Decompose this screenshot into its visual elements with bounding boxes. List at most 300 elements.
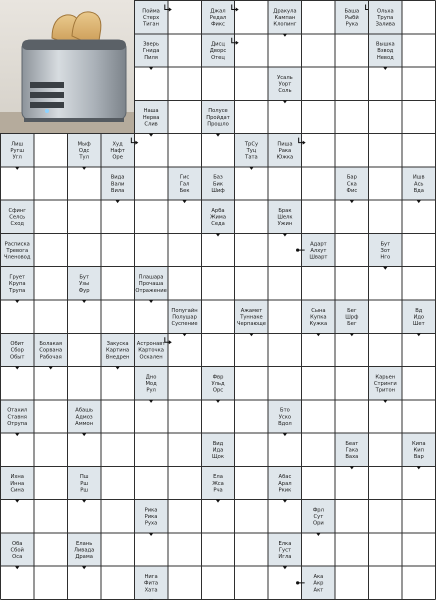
- answer-cell[interactable]: [101, 367, 134, 400]
- clue-text: Вдол: [278, 420, 292, 427]
- clue-text: Отрупа: [7, 420, 28, 427]
- answer-cell[interactable]: [402, 67, 435, 100]
- clue-cell: [134, 566, 167, 600]
- answer-cell[interactable]: [235, 466, 268, 499]
- clue-text: Обит: [10, 341, 25, 348]
- clue-text: Гал: [179, 181, 190, 188]
- answer-cell[interactable]: [235, 367, 268, 400]
- clue-cell: [1, 134, 34, 170]
- clue-text: Уско: [278, 414, 292, 421]
- answer-cell[interactable]: [67, 300, 100, 333]
- clue-text: Астронавт: [136, 341, 166, 348]
- clue-text: Ужин: [277, 221, 293, 228]
- answer-cell[interactable]: [101, 533, 134, 566]
- clue-text: Отахил: [7, 407, 28, 414]
- clue-text: Акт: [313, 587, 324, 594]
- answer-cell[interactable]: [402, 533, 435, 566]
- answer-cell[interactable]: [302, 533, 335, 566]
- answer-cell[interactable]: [302, 400, 335, 433]
- answer-cell[interactable]: [67, 167, 100, 200]
- clue-text: Стерх: [142, 14, 160, 21]
- answer-cell[interactable]: [235, 533, 268, 566]
- clue-text: Рика: [144, 507, 158, 514]
- answer-cell[interactable]: [268, 100, 301, 133]
- clue-cell: [134, 333, 171, 366]
- answer-cell[interactable]: [34, 134, 67, 167]
- answer-cell[interactable]: [369, 566, 402, 599]
- clue-cell: [296, 233, 335, 266]
- answer-cell[interactable]: [101, 500, 134, 533]
- answer-cell[interactable]: [369, 466, 402, 499]
- answer-cell[interactable]: [335, 200, 368, 233]
- answer-cell[interactable]: [302, 267, 335, 300]
- clue-text: Дисц: [211, 41, 225, 48]
- clue-text: Ори: [313, 520, 324, 527]
- clue-text: Ольха: [376, 8, 394, 15]
- clue-text: Вида: [110, 174, 125, 181]
- clue-text: Дракула: [273, 8, 297, 15]
- clue-text: Руха: [144, 520, 158, 527]
- answer-cell[interactable]: [134, 300, 167, 333]
- clue-text: Сут: [313, 514, 324, 521]
- answer-cell[interactable]: [1, 367, 34, 400]
- clue-text: Сбор: [10, 347, 24, 354]
- clue-text: Вид: [212, 440, 224, 447]
- clue-cell: [67, 267, 100, 303]
- answer-cell[interactable]: [34, 300, 67, 333]
- clue-text: Ела: [213, 474, 223, 481]
- clue-text: Пройдат: [206, 114, 230, 121]
- answer-cell[interactable]: [335, 367, 368, 400]
- answer-cell[interactable]: [235, 233, 268, 266]
- answer-cell[interactable]: [335, 233, 368, 266]
- clue-text: Бто: [280, 407, 290, 414]
- answer-cell[interactable]: [1, 167, 34, 200]
- answer-cell[interactable]: [402, 100, 435, 133]
- answer-cell[interactable]: [302, 433, 335, 466]
- answer-cell[interactable]: [67, 233, 100, 266]
- answer-cell[interactable]: [235, 1, 268, 34]
- answer-cell[interactable]: [134, 466, 167, 499]
- clue-cell: [1, 400, 34, 436]
- answer-cell[interactable]: [302, 466, 335, 499]
- clue-text: Рул: [146, 387, 156, 394]
- answer-cell[interactable]: [101, 566, 134, 599]
- answer-cell[interactable]: [168, 500, 201, 533]
- clue-text: Алхут: [310, 247, 327, 254]
- answer-cell[interactable]: [369, 400, 402, 433]
- clue-text: Ркик: [278, 487, 292, 494]
- clue-text: Абас: [278, 474, 292, 481]
- answer-cell[interactable]: [302, 1, 335, 34]
- clue-text: Плашара: [138, 274, 164, 281]
- clue-text: Акр: [313, 580, 324, 587]
- clue-text: Сорвана: [39, 347, 63, 354]
- answer-cell[interactable]: [369, 134, 402, 167]
- answer-cell[interactable]: [402, 367, 435, 400]
- answer-cell[interactable]: [302, 200, 335, 233]
- answer-cell[interactable]: [335, 400, 368, 433]
- clue-text: Одс: [78, 148, 90, 155]
- clue-text: Туннаке: [240, 314, 263, 321]
- answer-cell[interactable]: [67, 433, 100, 466]
- answer-cell[interactable]: [235, 100, 268, 133]
- answer-cell[interactable]: [34, 566, 67, 599]
- clue-cell: [1, 233, 34, 269]
- clue-text: Тул: [79, 154, 89, 161]
- answer-cell[interactable]: [402, 34, 435, 67]
- answer-cell[interactable]: [335, 333, 368, 366]
- clue-text: Арал: [278, 480, 292, 487]
- clue-text: Вар: [413, 454, 424, 461]
- answer-cell[interactable]: [268, 300, 301, 333]
- clue-text: Баз: [213, 174, 223, 181]
- clue-text: Закуска: [106, 341, 129, 348]
- clue-text: Бик: [212, 181, 224, 188]
- answer-cell[interactable]: [302, 134, 335, 167]
- clue-cell: [67, 400, 100, 436]
- clue-text: Ставня: [7, 414, 27, 421]
- answer-cell[interactable]: [101, 466, 134, 499]
- answer-cell[interactable]: [302, 34, 335, 67]
- clue-text: Хата: [144, 587, 158, 594]
- clue-text: Орс: [212, 387, 224, 394]
- clue-cell: [101, 167, 134, 203]
- clue-text: Фис: [346, 187, 358, 194]
- clue-text: Суспение: [171, 321, 198, 328]
- clue-cell: [268, 67, 301, 103]
- clue-text: Вила: [110, 187, 125, 194]
- clue-text: Тритон: [375, 387, 396, 394]
- clue-text: Кужка: [309, 321, 328, 328]
- clue-text: Абашь: [75, 407, 94, 414]
- answer-cell[interactable]: [402, 466, 435, 499]
- clue-text: Кип: [413, 447, 424, 454]
- answer-cell[interactable]: [168, 1, 201, 34]
- clue-cell: [67, 466, 100, 502]
- answer-cell[interactable]: [268, 167, 301, 200]
- clue-cell: [201, 200, 234, 236]
- answer-cell[interactable]: [201, 533, 234, 566]
- answer-cell[interactable]: [402, 1, 435, 34]
- clue-cell: [201, 1, 238, 34]
- answer-cell[interactable]: [235, 34, 268, 67]
- clue-text: Бег: [347, 307, 357, 314]
- answer-cell[interactable]: [369, 333, 402, 366]
- answer-cell[interactable]: [201, 134, 234, 167]
- clue-cell: [168, 300, 201, 336]
- answer-cell[interactable]: [235, 566, 268, 599]
- clue-text: Игла: [278, 553, 292, 560]
- clue-text: Худ: [112, 141, 123, 148]
- answer-cell[interactable]: [101, 300, 134, 333]
- answer-cell[interactable]: [34, 233, 67, 266]
- clue-text: Купка: [310, 314, 327, 321]
- answer-cell[interactable]: [369, 500, 402, 533]
- clue-text: Зот: [380, 247, 391, 254]
- answer-cell[interactable]: [134, 533, 167, 566]
- answer-cell[interactable]: [335, 267, 368, 300]
- answer-cell[interactable]: [134, 433, 167, 466]
- answer-cell[interactable]: [168, 67, 201, 100]
- answer-cell[interactable]: [235, 400, 268, 433]
- clue-text: Шиф: [211, 187, 225, 194]
- answer-cell[interactable]: [67, 367, 100, 400]
- clue-cell: [134, 100, 167, 136]
- clue-text: Оса: [12, 553, 23, 560]
- answer-cell[interactable]: [402, 566, 435, 599]
- clue-text: Сбой: [10, 547, 24, 554]
- answer-cell[interactable]: [402, 500, 435, 533]
- clue-cell: [369, 34, 402, 70]
- clue-text: Нафт: [110, 148, 125, 155]
- answer-cell[interactable]: [268, 333, 301, 366]
- clue-text: Сфинг: [8, 208, 27, 215]
- answer-cell[interactable]: [302, 100, 335, 133]
- clue-text: Ругш: [10, 148, 25, 155]
- answer-cell[interactable]: [235, 433, 268, 466]
- clue-text: Грует: [9, 274, 26, 281]
- answer-cell[interactable]: [168, 400, 201, 433]
- answer-cell[interactable]: [134, 134, 167, 167]
- answer-cell[interactable]: [134, 233, 167, 266]
- clue-cell: [1, 466, 34, 502]
- answer-cell[interactable]: [168, 134, 201, 167]
- clue-text: Фита: [144, 580, 159, 587]
- clue-text: Густ: [278, 547, 291, 554]
- clue-text: Джал: [210, 8, 226, 15]
- clue-text: Южка: [276, 154, 294, 161]
- answer-cell[interactable]: [1, 433, 34, 466]
- clue-text: Наша: [143, 108, 159, 115]
- clue-text: Кампан: [274, 14, 296, 21]
- answer-cell[interactable]: [101, 267, 134, 300]
- answer-cell[interactable]: [168, 200, 201, 233]
- answer-cell[interactable]: [101, 433, 134, 466]
- answer-cell[interactable]: [34, 433, 67, 466]
- answer-cell[interactable]: [168, 34, 201, 67]
- answer-cell[interactable]: [34, 466, 67, 499]
- clue-text: Шет: [412, 321, 425, 328]
- answer-cell[interactable]: [369, 200, 402, 233]
- answer-cell[interactable]: [402, 200, 435, 233]
- answer-cell[interactable]: [101, 233, 134, 266]
- answer-cell[interactable]: [101, 400, 134, 433]
- answer-cell[interactable]: [168, 233, 201, 266]
- answer-cell[interactable]: [402, 400, 435, 433]
- clue-text: Шелк: [277, 214, 293, 221]
- answer-cell[interactable]: [402, 333, 435, 366]
- answer-cell[interactable]: [168, 100, 201, 133]
- answer-cell[interactable]: [201, 233, 234, 266]
- answer-cell[interactable]: [34, 167, 67, 200]
- clue-text: Жима: [209, 214, 227, 221]
- clue-text: Угл: [12, 154, 22, 161]
- clue-text: Фрл: [312, 507, 324, 514]
- answer-cell[interactable]: [67, 333, 100, 366]
- answer-cell[interactable]: [134, 167, 167, 200]
- clue-text: Рш: [80, 480, 89, 487]
- clue-text: Рча: [213, 487, 223, 494]
- clue-text: Сына: [311, 307, 326, 314]
- answer-cell[interactable]: [369, 533, 402, 566]
- clue-text: Узы: [79, 281, 90, 288]
- clue-cell: [168, 167, 201, 203]
- clue-text: Вали: [110, 181, 125, 188]
- clue-text: Гака: [345, 447, 359, 454]
- answer-cell[interactable]: [369, 300, 402, 333]
- clue-cell: [402, 433, 435, 469]
- clue-text: Баша: [344, 8, 360, 15]
- answer-cell[interactable]: [235, 167, 268, 200]
- answer-cell[interactable]: [168, 267, 201, 300]
- clue-text: Ака: [313, 574, 324, 581]
- clue-text: Клопинг: [273, 21, 297, 28]
- clue-cell: [369, 233, 402, 269]
- clue-cell: [201, 167, 234, 203]
- answer-cell[interactable]: [168, 566, 201, 599]
- answer-cell[interactable]: [1, 566, 34, 599]
- clue-cell: [235, 134, 268, 170]
- clue-text: Елань: [76, 540, 93, 547]
- answer-cell[interactable]: [268, 267, 301, 300]
- clue-text: Рука: [345, 21, 359, 28]
- answer-cell[interactable]: [268, 34, 301, 67]
- answer-cell[interactable]: [235, 67, 268, 100]
- answer-cell[interactable]: [302, 367, 335, 400]
- clue-text: Жса: [212, 480, 224, 487]
- answer-cell[interactable]: [302, 67, 335, 100]
- clue-text: Бут: [79, 274, 89, 281]
- answer-cell[interactable]: [101, 200, 134, 233]
- answer-cell[interactable]: [67, 200, 100, 233]
- answer-cell[interactable]: [235, 267, 268, 300]
- answer-cell[interactable]: [235, 500, 268, 533]
- answer-cell[interactable]: [201, 67, 234, 100]
- answer-cell[interactable]: [168, 333, 201, 366]
- clue-text: Ливада: [74, 547, 95, 554]
- answer-cell[interactable]: [402, 233, 435, 266]
- answer-cell[interactable]: [302, 167, 335, 200]
- answer-cell[interactable]: [67, 500, 100, 533]
- answer-cell[interactable]: [335, 566, 368, 599]
- clue-cell: [335, 167, 368, 203]
- answer-cell[interactable]: [168, 433, 201, 466]
- answer-cell[interactable]: [335, 500, 368, 533]
- answer-cell[interactable]: [34, 367, 67, 400]
- toaster-photo: [0, 0, 134, 133]
- clue-text: Тиган: [143, 21, 159, 28]
- clue-text: Рш: [80, 487, 89, 494]
- clue-cell: [402, 167, 435, 203]
- answer-cell[interactable]: [34, 200, 67, 233]
- clue-text: Адмоз: [75, 414, 93, 421]
- clue-text: Полушар: [172, 314, 197, 321]
- clue-text: Мод: [145, 380, 157, 387]
- clue-text: Бек: [179, 187, 190, 194]
- answer-cell[interactable]: [34, 500, 67, 533]
- clue-cell: [1, 267, 34, 303]
- answer-cell[interactable]: [67, 566, 100, 599]
- answer-cell[interactable]: [335, 533, 368, 566]
- answer-cell[interactable]: [34, 400, 67, 433]
- answer-cell[interactable]: [335, 134, 368, 167]
- clue-text: Тата: [245, 154, 258, 161]
- clue-cell: [268, 134, 305, 167]
- answer-cell[interactable]: [235, 333, 268, 366]
- clue-text: Фикс: [211, 21, 225, 28]
- answer-cell[interactable]: [268, 367, 301, 400]
- answer-cell[interactable]: [201, 400, 234, 433]
- clue-text: Дно: [145, 374, 157, 381]
- answer-cell[interactable]: [168, 533, 201, 566]
- clue-text: Нига: [144, 574, 158, 581]
- answer-cell[interactable]: [201, 500, 234, 533]
- clue-text: Отец: [211, 54, 225, 61]
- clue-text: Слив: [144, 121, 158, 128]
- answer-cell[interactable]: [335, 100, 368, 133]
- clue-cell: [201, 367, 234, 403]
- answer-cell[interactable]: [134, 400, 167, 433]
- clue-text: Ась: [414, 181, 424, 188]
- answer-cell[interactable]: [201, 267, 234, 300]
- answer-cell[interactable]: [201, 566, 234, 599]
- answer-cell[interactable]: [201, 333, 234, 366]
- answer-cell[interactable]: [268, 433, 301, 466]
- clue-text: Рабочая: [39, 354, 62, 361]
- answer-cell[interactable]: [369, 67, 402, 100]
- answer-cell[interactable]: [168, 466, 201, 499]
- clue-text: Стринги: [373, 380, 397, 387]
- answer-cell[interactable]: [235, 200, 268, 233]
- answer-cell[interactable]: [335, 34, 368, 67]
- answer-cell[interactable]: [34, 267, 67, 300]
- answer-cell[interactable]: [335, 466, 368, 499]
- clue-text: Оба: [11, 540, 23, 547]
- clue-text: Крупа: [8, 281, 26, 288]
- clue-text: Расписка: [4, 241, 30, 248]
- clue-text: Туц: [246, 148, 257, 155]
- answer-cell[interactable]: [369, 267, 402, 300]
- clue-text: Бар: [346, 174, 357, 181]
- answer-cell[interactable]: [302, 333, 335, 366]
- answer-cell[interactable]: [369, 100, 402, 133]
- clue-cell: [134, 267, 167, 303]
- clue-cell: [268, 200, 301, 236]
- clue-text: Соль: [278, 88, 292, 95]
- answer-cell[interactable]: [402, 267, 435, 300]
- answer-cell[interactable]: [335, 67, 368, 100]
- answer-cell[interactable]: [34, 533, 67, 566]
- answer-cell[interactable]: [134, 67, 167, 100]
- clue-text: Сход: [10, 221, 24, 228]
- answer-cell[interactable]: [1, 300, 34, 333]
- answer-cell[interactable]: [201, 300, 234, 333]
- clue-text: Ида: [212, 447, 224, 454]
- answer-cell[interactable]: [369, 433, 402, 466]
- clue-cell: [369, 1, 402, 37]
- answer-cell[interactable]: [268, 500, 301, 533]
- answer-cell[interactable]: [1, 500, 34, 533]
- clue-text: Зверь: [143, 41, 160, 48]
- clue-text: Ажамет: [240, 307, 263, 314]
- clue-cell: [134, 367, 167, 403]
- answer-cell[interactable]: [369, 167, 402, 200]
- answer-cell[interactable]: [134, 200, 167, 233]
- answer-cell[interactable]: [402, 134, 435, 167]
- clue-text: Гнида: [142, 48, 160, 55]
- answer-cell[interactable]: [168, 367, 201, 400]
